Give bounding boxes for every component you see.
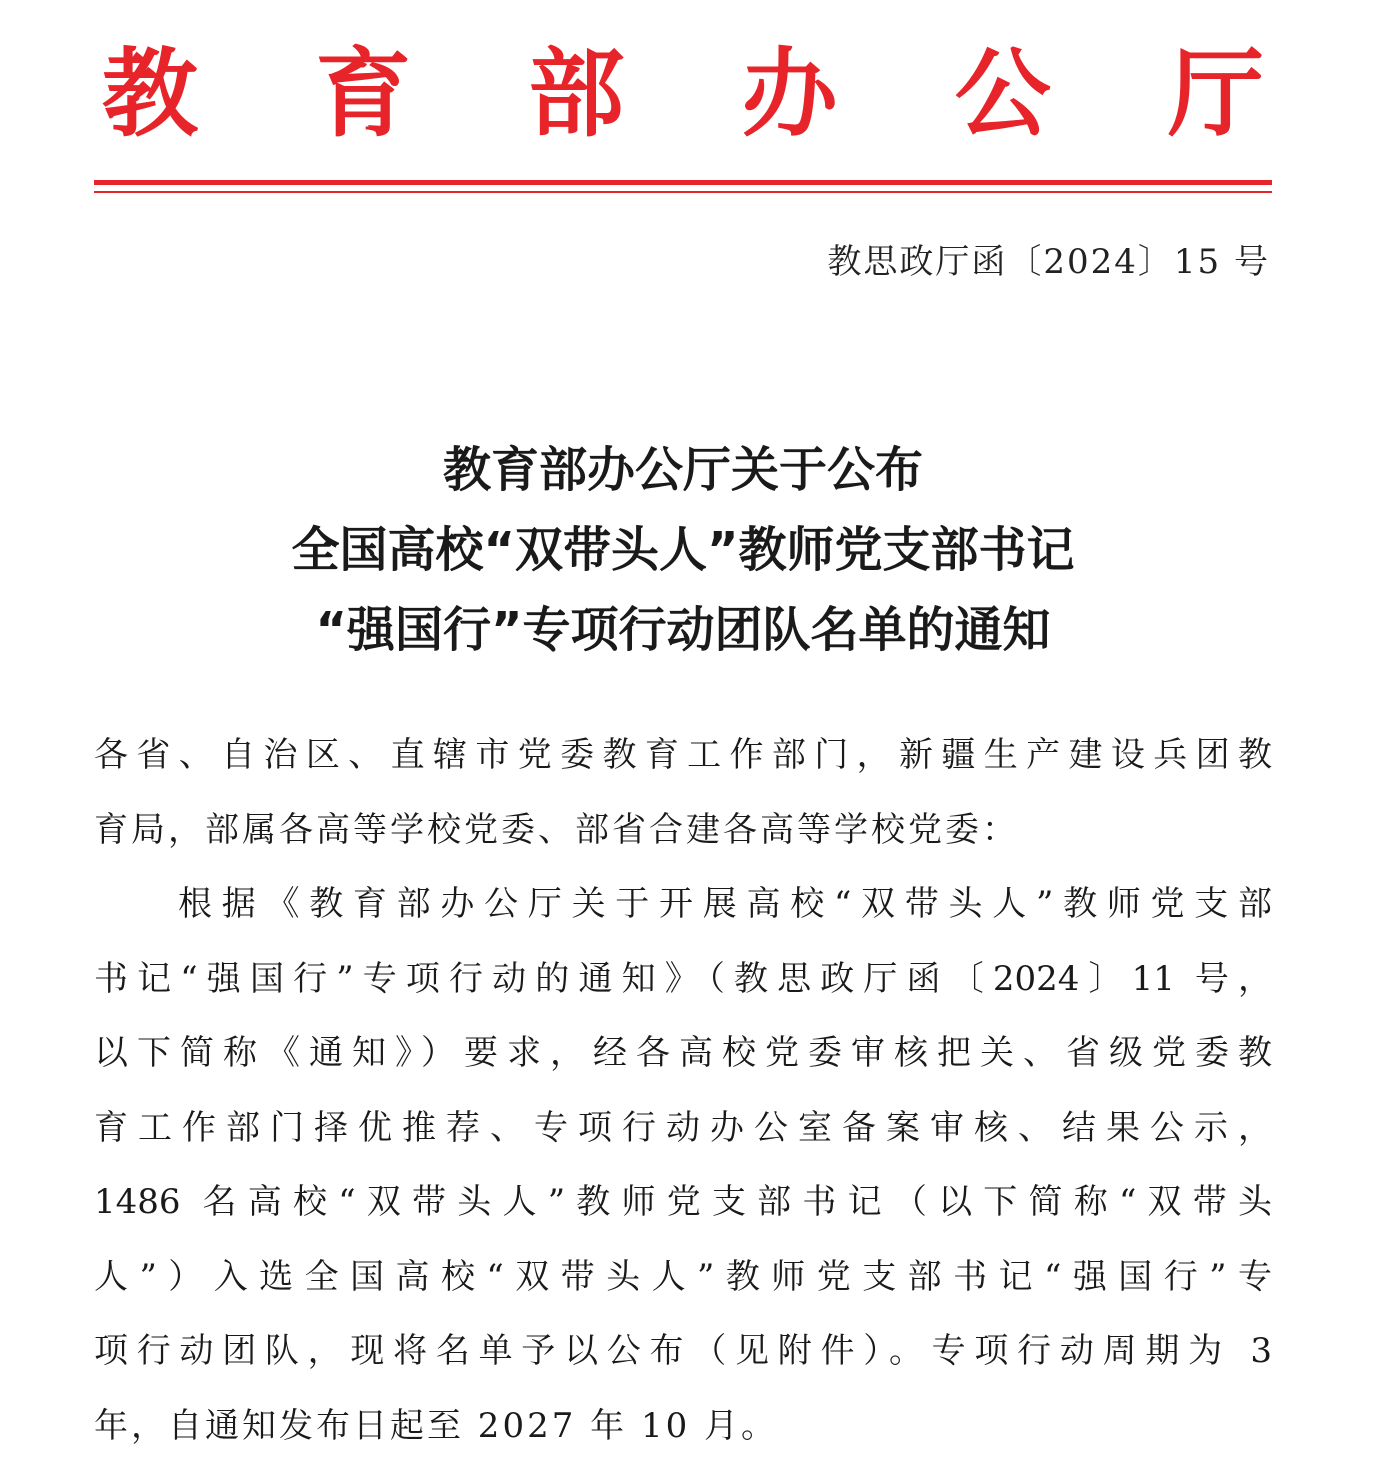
masthead-char: 育 bbox=[315, 37, 412, 150]
masthead-divider-thin bbox=[94, 191, 1272, 193]
title-line: 全国高校“双带头人”教师党支部书记 bbox=[291, 522, 1075, 578]
paragraph-line: 年，自通知发布日起至 2027 年 10 月。 bbox=[94, 1405, 779, 1446]
masthead-char: 厅 bbox=[1167, 37, 1264, 150]
masthead-divider-thick bbox=[94, 180, 1272, 185]
paragraph-line: 项行动团队，现将名单予以公布（见附件）。专项行动周期为 3 bbox=[94, 1331, 1272, 1371]
document-number: 教思政厅函〔2024〕15 号 bbox=[827, 242, 1270, 282]
masthead bbox=[94, 38, 1272, 150]
salutation-line: 育局，部属各高等学校党委、部省合建各高等学校党委： bbox=[94, 809, 1019, 850]
paragraph-line: 书记“强国行”专项行动的通知》（教思政厅函〔2024〕11 号， bbox=[94, 958, 1272, 999]
paragraph-line: 1486 名高校“双带头人”教师党支部书记（以下简称“双带头 bbox=[94, 1182, 1272, 1222]
title-line: “强国行”专项行动团队名单的通知 bbox=[315, 602, 1051, 658]
paragraph-line: 以下简称《通知》）要求，经各高校党委审核把关、省级党委教 bbox=[94, 1033, 1272, 1073]
paragraph-line: 根据《教育部办公厅关于开展高校“双带头人”教师党支部 bbox=[178, 884, 1272, 924]
title-line: 教育部办公厅关于公布 bbox=[442, 442, 923, 498]
masthead-char: 部 bbox=[528, 37, 625, 150]
salutation-line: 各省、自治区、直辖市党委教育工作部门，新疆生产建设兵团教 bbox=[94, 735, 1272, 775]
masthead-char: 公 bbox=[954, 37, 1051, 150]
document-title bbox=[94, 430, 1272, 670]
masthead-char: 办 bbox=[741, 37, 838, 150]
document-body bbox=[94, 718, 1272, 1463]
paragraph-line: 育工作部门择优推荐、专项行动办公室备案审核、结果公示， bbox=[94, 1107, 1272, 1148]
paragraph-line: 人”）入选全国高校“双带头人”教师党支部书记“强国行”专 bbox=[94, 1256, 1272, 1297]
masthead-char: 教 bbox=[102, 37, 198, 150]
